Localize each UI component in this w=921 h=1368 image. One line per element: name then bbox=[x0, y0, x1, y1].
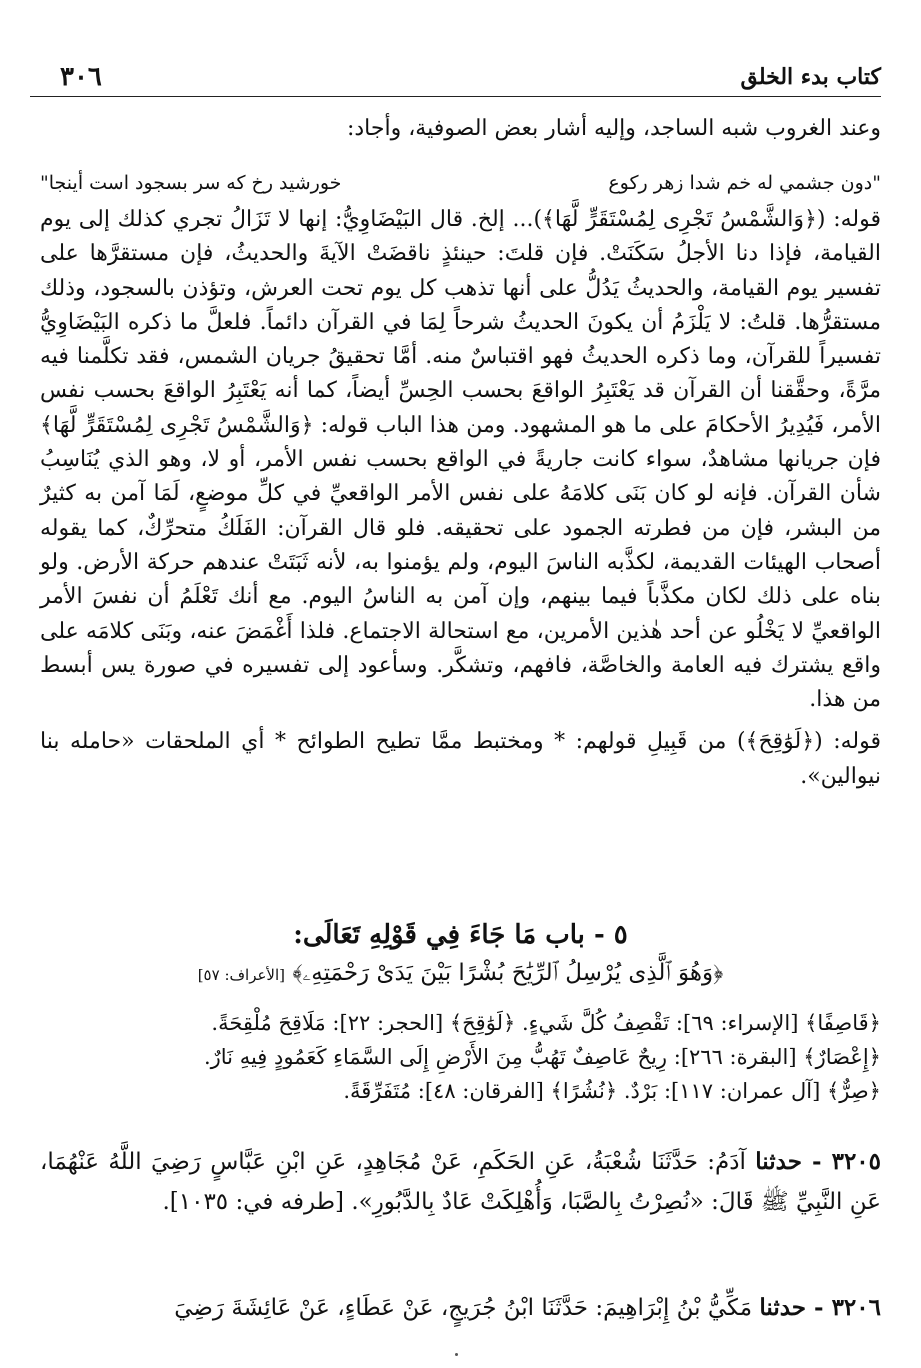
definition-line: ﴿إِعْصَارٌ﴾ [البقرة: ٢٦٦]: رِيحٌ عَاصِفٌ تَهُبُّ مِنَ الأَرْضِ إِلَى السَّمَاءِ كَعَمُودٍ فِيهِ نَارٌ. bbox=[203, 1045, 881, 1069]
lawaqih-note: قوله: (﴿لَوَٰقِحَ﴾) من قَبِيلِ قولهم: * ومختبط ممَّا تطيح الطوائح * أي الملحقات «حامله بنا نيوالين». bbox=[40, 729, 881, 789]
word-definitions bbox=[40, 1006, 881, 1108]
chapter-verse bbox=[40, 960, 881, 986]
commentary-paragraph: قوله: (﴿وَالشَّمْسُ تَجْرِى لِمُسْتَقَرٍّ لَّهَا﴾)... إلخ. قال البَيْضَاوِيُّ: إنها لا تَزَالُ تجري كذلك إلى يوم القيامة، فإذا دنا الأجلُ سَكَنَتْ. فإن قلتَ: حينئذٍ ناقضَتْ الآيةَ والحديثُ، فإن مستقرَّها على تفسير يوم القيامة، والحديثُ يَدُلُّ على أنها تذهب كل يوم تحت العرش، وتؤذن بالسجود، وذلك مستقرُّها. قلتُ: لا يَلْزَمُ أن يكونَ الحديثُ شرحاً لِمَا في القرآن دائماً. فلعلَّ ما ذكره البَيْضَاوِيُّ تفسيراً للقرآن، وما ذكره الحديثُ فهو اقتباسٌ منه. أمَّا تحقيقُ جريان الشمس، فقد تكلَّمنا فيه مرَّةً، وحقَّقنا أن القرآن قد يَعْتَبِرُ الواقعَ بحسب الحِسِّ أيضاً، كما أنه يَعْتَبِرُ الواقعَ بحسب نفس الأمر، فَيُدِيرُ الأحكامَ على ما هو المشهود. ومن هذا الباب قوله: ﴿وَالشَّمْسُ تَجْرِى لِمُسْتَقَرٍّ لَّهَا﴾ فإن جريانها مشاهدٌ، سواء كانت جاريةً في الواقع بحسب نفس الأمر، أو لا، وهو الذي يُنَاسِبُ شأن القرآن. فإنه لو كان بَنَى كلامَهُ على نفس الأمر الواقعيِّ في كلِّ موضعٍ، لَمَا آمن به كثيرٌ من البشر، فإن من فطرته الجمود على تحقيقه. فلو قال القرآن: الفَلَكُ متحرِّكٌ، كما يقوله أصحاب الهيئات القديمة، لكذَّبه الناسَ اليوم، ولم يؤمنوا به، لأنه ثَبَتَتْ عندهم حركة الأرض. ولو بناه على ذلك لكان مكذَّباً فيما بينهم، وإن آمن به الناسُ اليوم. مع أنك تَعْلَمُ أن نفسَ الأمر الواقعيِّ لا يَخْلُو عن أحد هٰذين الأمرين، مع استحالة الاجتماع. فلذا أَغْمَضَ عنه، وبَنَى كلامَه على واقع يشترك فيه العامة والخاصَّة، فافهم، وتشكَّر. وسأعود إلى تفسيره في صورة يس أبسط من هذا. bbox=[40, 207, 881, 713]
page-header bbox=[30, 56, 881, 97]
definition-line: ﴿قَاصِفًا﴾ [الإسراء: ٦٩]: تَقْصِفُ كُلَّ شَيءٍ. ﴿لَوَٰقِحَ﴾ [الحجر: ٢٢]: مَلَاقِحَ مُلْقِحَةً. bbox=[211, 1011, 881, 1035]
persian-verse bbox=[40, 166, 881, 200]
hadith-text: مَكِّيُّ بْنُ إِبْرَاهِيمَ: حَدَّثَنَا ابْنُ جُرَيجٍ، عَنْ عَطَاءٍ، عَنْ عَائِشَةَ رَضِيَ bbox=[174, 1295, 753, 1321]
verse-reference: [الأعراف: ٥٧] bbox=[197, 966, 286, 984]
hadith-text: آدَمُ: حَدَّثَنَا شُعْبَةُ، عَنِ الحَكَمِ، عَنْ مُجَاهِدٍ، عَنِ ابْنِ عَبَّاسٍ رَضِيَ اللَّهُ عَنْهُمَا، عَنِ النَّبِيِّ ﷺ قَالَ: «نُصِرْتُ بِالصَّبَا، وَأُهْلِكَتْ عَادٌ بِالدَّبُورِ». [طرفه في: ١٠٣٥]. bbox=[40, 1149, 881, 1215]
verse-hemistich-1: "دون جشمي له خم شدا زهر ركوع bbox=[608, 172, 881, 194]
commentary-block bbox=[40, 203, 881, 794]
quran-verse: ﴿وَهُوَ ٱلَّذِى يُرْسِلُ ٱلرِّيَٰحَ بُشْرًا بَيْنَ يَدَىْ رَحْمَتِهِۦ﴾ bbox=[292, 960, 724, 986]
hadith-number: ٣٢٠٥ - حدثنا bbox=[755, 1148, 882, 1175]
running-title: كتاب بدء الخلق bbox=[740, 64, 881, 90]
chapter-heading: ٥ - باب مَا جَاءَ فِي قَوْلِهِ تَعَالَى: bbox=[293, 920, 628, 950]
hadith-3206 bbox=[40, 1288, 881, 1328]
intro-text bbox=[40, 112, 881, 146]
definition-line: ﴿صِرٌّ﴾ [آل عمران: ١١٧]: بَرْدٌ. ﴿نُشُرًا﴾ [الفرقان: ٤٨]: مُتَفَرِّقَةً. bbox=[343, 1079, 881, 1103]
page-mark-dot bbox=[455, 1353, 458, 1356]
page-number: ٣٠٦ bbox=[60, 62, 102, 92]
verse-hemistich-2: خورشيد رخ كه سر بسجود است أينجا" bbox=[40, 172, 342, 194]
intro-line: وعند الغروب شبه الساجد، وإليه أشار بعض الصوفية، وأجاد: bbox=[346, 116, 881, 141]
hadith-number: ٣٢٠٦ - حدثنا bbox=[759, 1294, 881, 1321]
hadith-3205 bbox=[40, 1142, 881, 1222]
